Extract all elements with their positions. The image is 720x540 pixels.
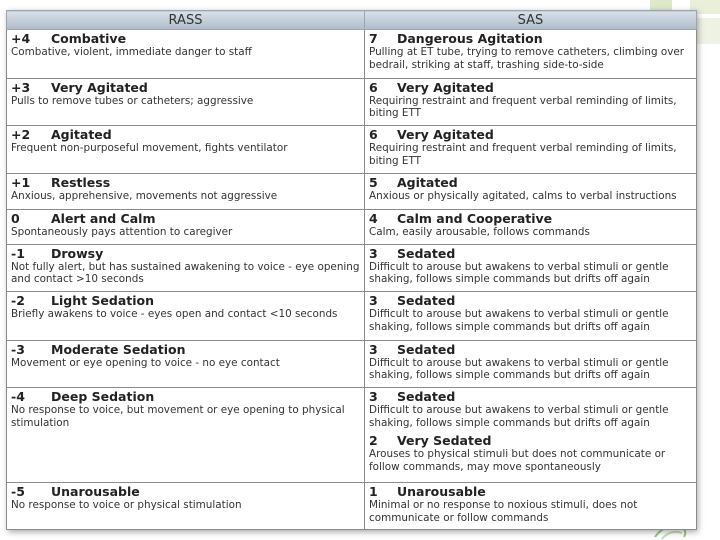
- table-row: [7, 126, 697, 174]
- table-row: [7, 340, 697, 388]
- sas-label: Unarousable: [397, 484, 486, 500]
- table-row: [7, 30, 697, 79]
- sas-description: Requiring restraint and frequent verbal reminding of limits, biting ETT: [369, 142, 677, 167]
- sas-label: Very Agitated: [397, 127, 494, 143]
- sas-score: 3: [369, 341, 378, 357]
- sas-score: 6: [369, 127, 378, 143]
- rass-cell: [7, 126, 365, 174]
- table-row: [7, 173, 697, 209]
- rass-cell: [7, 78, 365, 126]
- rass-score: -5: [11, 484, 25, 500]
- table-row: [7, 244, 697, 292]
- rass-score: +2: [11, 127, 31, 143]
- sas-score: 7: [369, 31, 378, 46]
- rass-cell: [7, 292, 365, 341]
- rass-label: Combative: [51, 31, 127, 46]
- rass-score: -2: [11, 293, 25, 309]
- rass-cell: [7, 210, 365, 244]
- sas-label: Sedated: [397, 293, 456, 309]
- sas-cell: [365, 292, 697, 341]
- rass-description: Frequent non-purposeful movement, fights ventilator: [11, 142, 288, 155]
- sas-score: 5: [369, 174, 378, 190]
- sas-label: Sedated: [397, 389, 456, 405]
- sas-label: Agitated: [397, 174, 458, 190]
- sas-cell: [365, 173, 697, 209]
- rass-description: No response to voice or physical stimulation: [11, 499, 242, 512]
- sas-cell: [365, 244, 697, 292]
- sas-cell: [365, 126, 697, 174]
- rass-description: Briefly awakens to voice - eyes open and contact <10 seconds: [11, 308, 338, 321]
- rass-score: -4: [11, 389, 25, 405]
- sas-description: Anxious or physically agitated, calms to verbal instructions: [369, 189, 677, 202]
- rass-label: Very Agitated: [51, 79, 148, 95]
- sas-score: 4: [369, 211, 378, 227]
- sas-label: Sedated: [397, 245, 456, 261]
- sas-label: Very Sedated: [397, 433, 492, 449]
- sas-score: 3: [369, 245, 378, 261]
- slide-panel: [6, 10, 696, 530]
- sas-cell: [365, 340, 697, 388]
- sas-cell: [365, 78, 697, 126]
- rass-description: Combative, violent, immediate danger to staff: [11, 46, 252, 58]
- sas-score: 2: [369, 433, 378, 449]
- sas-cell: [365, 210, 697, 244]
- rass-score: 0: [11, 211, 20, 227]
- sas-description: Difficult to arouse but awakens to verbal stimuli or gentle shaking, follows simple commands but drifts off again: [369, 356, 669, 382]
- rass-score: +1: [11, 174, 31, 190]
- rass-score: -1: [11, 245, 25, 261]
- decorative-bar: [695, 18, 720, 44]
- rass-score: +3: [11, 79, 31, 95]
- sas-cell: [365, 483, 697, 530]
- sas-header: SAS: [365, 11, 697, 30]
- rass-label: Deep Sedation: [51, 389, 155, 405]
- rass-label: Moderate Sedation: [51, 341, 186, 357]
- table-row: [7, 483, 697, 530]
- rass-description: Anxious, apprehensive, movements not aggressive: [11, 189, 278, 202]
- sas-label: Very Agitated: [397, 79, 494, 95]
- sas-description: Difficult to arouse but awakens to verbal stimuli or gentle shaking, follows simple commands but drifts off again: [369, 308, 669, 333]
- rass-score: -3: [11, 341, 25, 357]
- sas-description: Difficult to arouse but awakens to verbal stimuli or gentle shaking, follows simple commands but drifts off again: [369, 260, 669, 286]
- rass-label: Agitated: [51, 127, 112, 143]
- rass-cell: [7, 244, 365, 292]
- rass-description: Movement or eye opening to voice - no eye contact: [11, 356, 280, 369]
- sas-label: Sedated: [397, 341, 456, 357]
- sas-score: 3: [369, 293, 378, 309]
- sas-score: 1: [369, 484, 378, 500]
- rass-cell: [7, 483, 365, 530]
- sas-label: Calm and Cooperative: [397, 211, 553, 227]
- rass-label: Alert and Calm: [51, 211, 156, 227]
- rass-sas-table: [6, 10, 697, 530]
- rass-description: Spontaneously pays attention to caregiver: [11, 226, 233, 239]
- rass-header: RASS: [7, 11, 365, 30]
- sas-description: Calm, easily arousable, follows commands: [369, 226, 590, 239]
- table-row: [7, 210, 697, 244]
- table-row: [7, 292, 697, 341]
- table-row: [7, 388, 697, 483]
- sas-score: 3: [369, 389, 378, 405]
- rass-description: No response to voice, but movement or eye opening to physical stimulation: [11, 404, 345, 429]
- rass-label: Light Sedation: [51, 293, 155, 309]
- rass-description: Pulls to remove tubes or catheters; aggressive: [11, 94, 254, 107]
- sas-description: Requiring restraint and frequent verbal reminding of limits, biting ETT: [369, 94, 677, 120]
- rass-label: Restless: [51, 174, 111, 190]
- sas-description: Pulling at ET tube, trying to remove catheters, climbing over bedrail, striking at staff, trashing side-to-side: [369, 46, 685, 71]
- rass-cell: [7, 340, 365, 388]
- rass-label: Unarousable: [51, 484, 140, 500]
- table-row: [7, 78, 697, 126]
- rass-score: +4: [11, 31, 31, 46]
- rass-label: Drowsy: [51, 245, 104, 261]
- sas-description: Arouses to physical stimuli but does not communicate or follow commands, may move spontaneously: [369, 448, 666, 473]
- rass-cell: [7, 388, 365, 483]
- sas-cell: [365, 30, 697, 79]
- sas-description: Minimal or no response to noxious stimuli, does not communicate or follow commands: [369, 499, 638, 524]
- sas-description: Difficult to arouse but awakens to verbal stimuli or gentle shaking, follows simple commands but drifts off again: [369, 404, 669, 429]
- rass-cell: [7, 30, 365, 79]
- rass-cell: [7, 173, 365, 209]
- sas-cell: [365, 388, 697, 483]
- sas-label: Dangerous Agitation: [397, 31, 543, 46]
- sas-score: 6: [369, 79, 378, 95]
- rass-description: Not fully alert, but has sustained awakening to voice - eye opening and contact >10 seconds: [11, 260, 360, 286]
